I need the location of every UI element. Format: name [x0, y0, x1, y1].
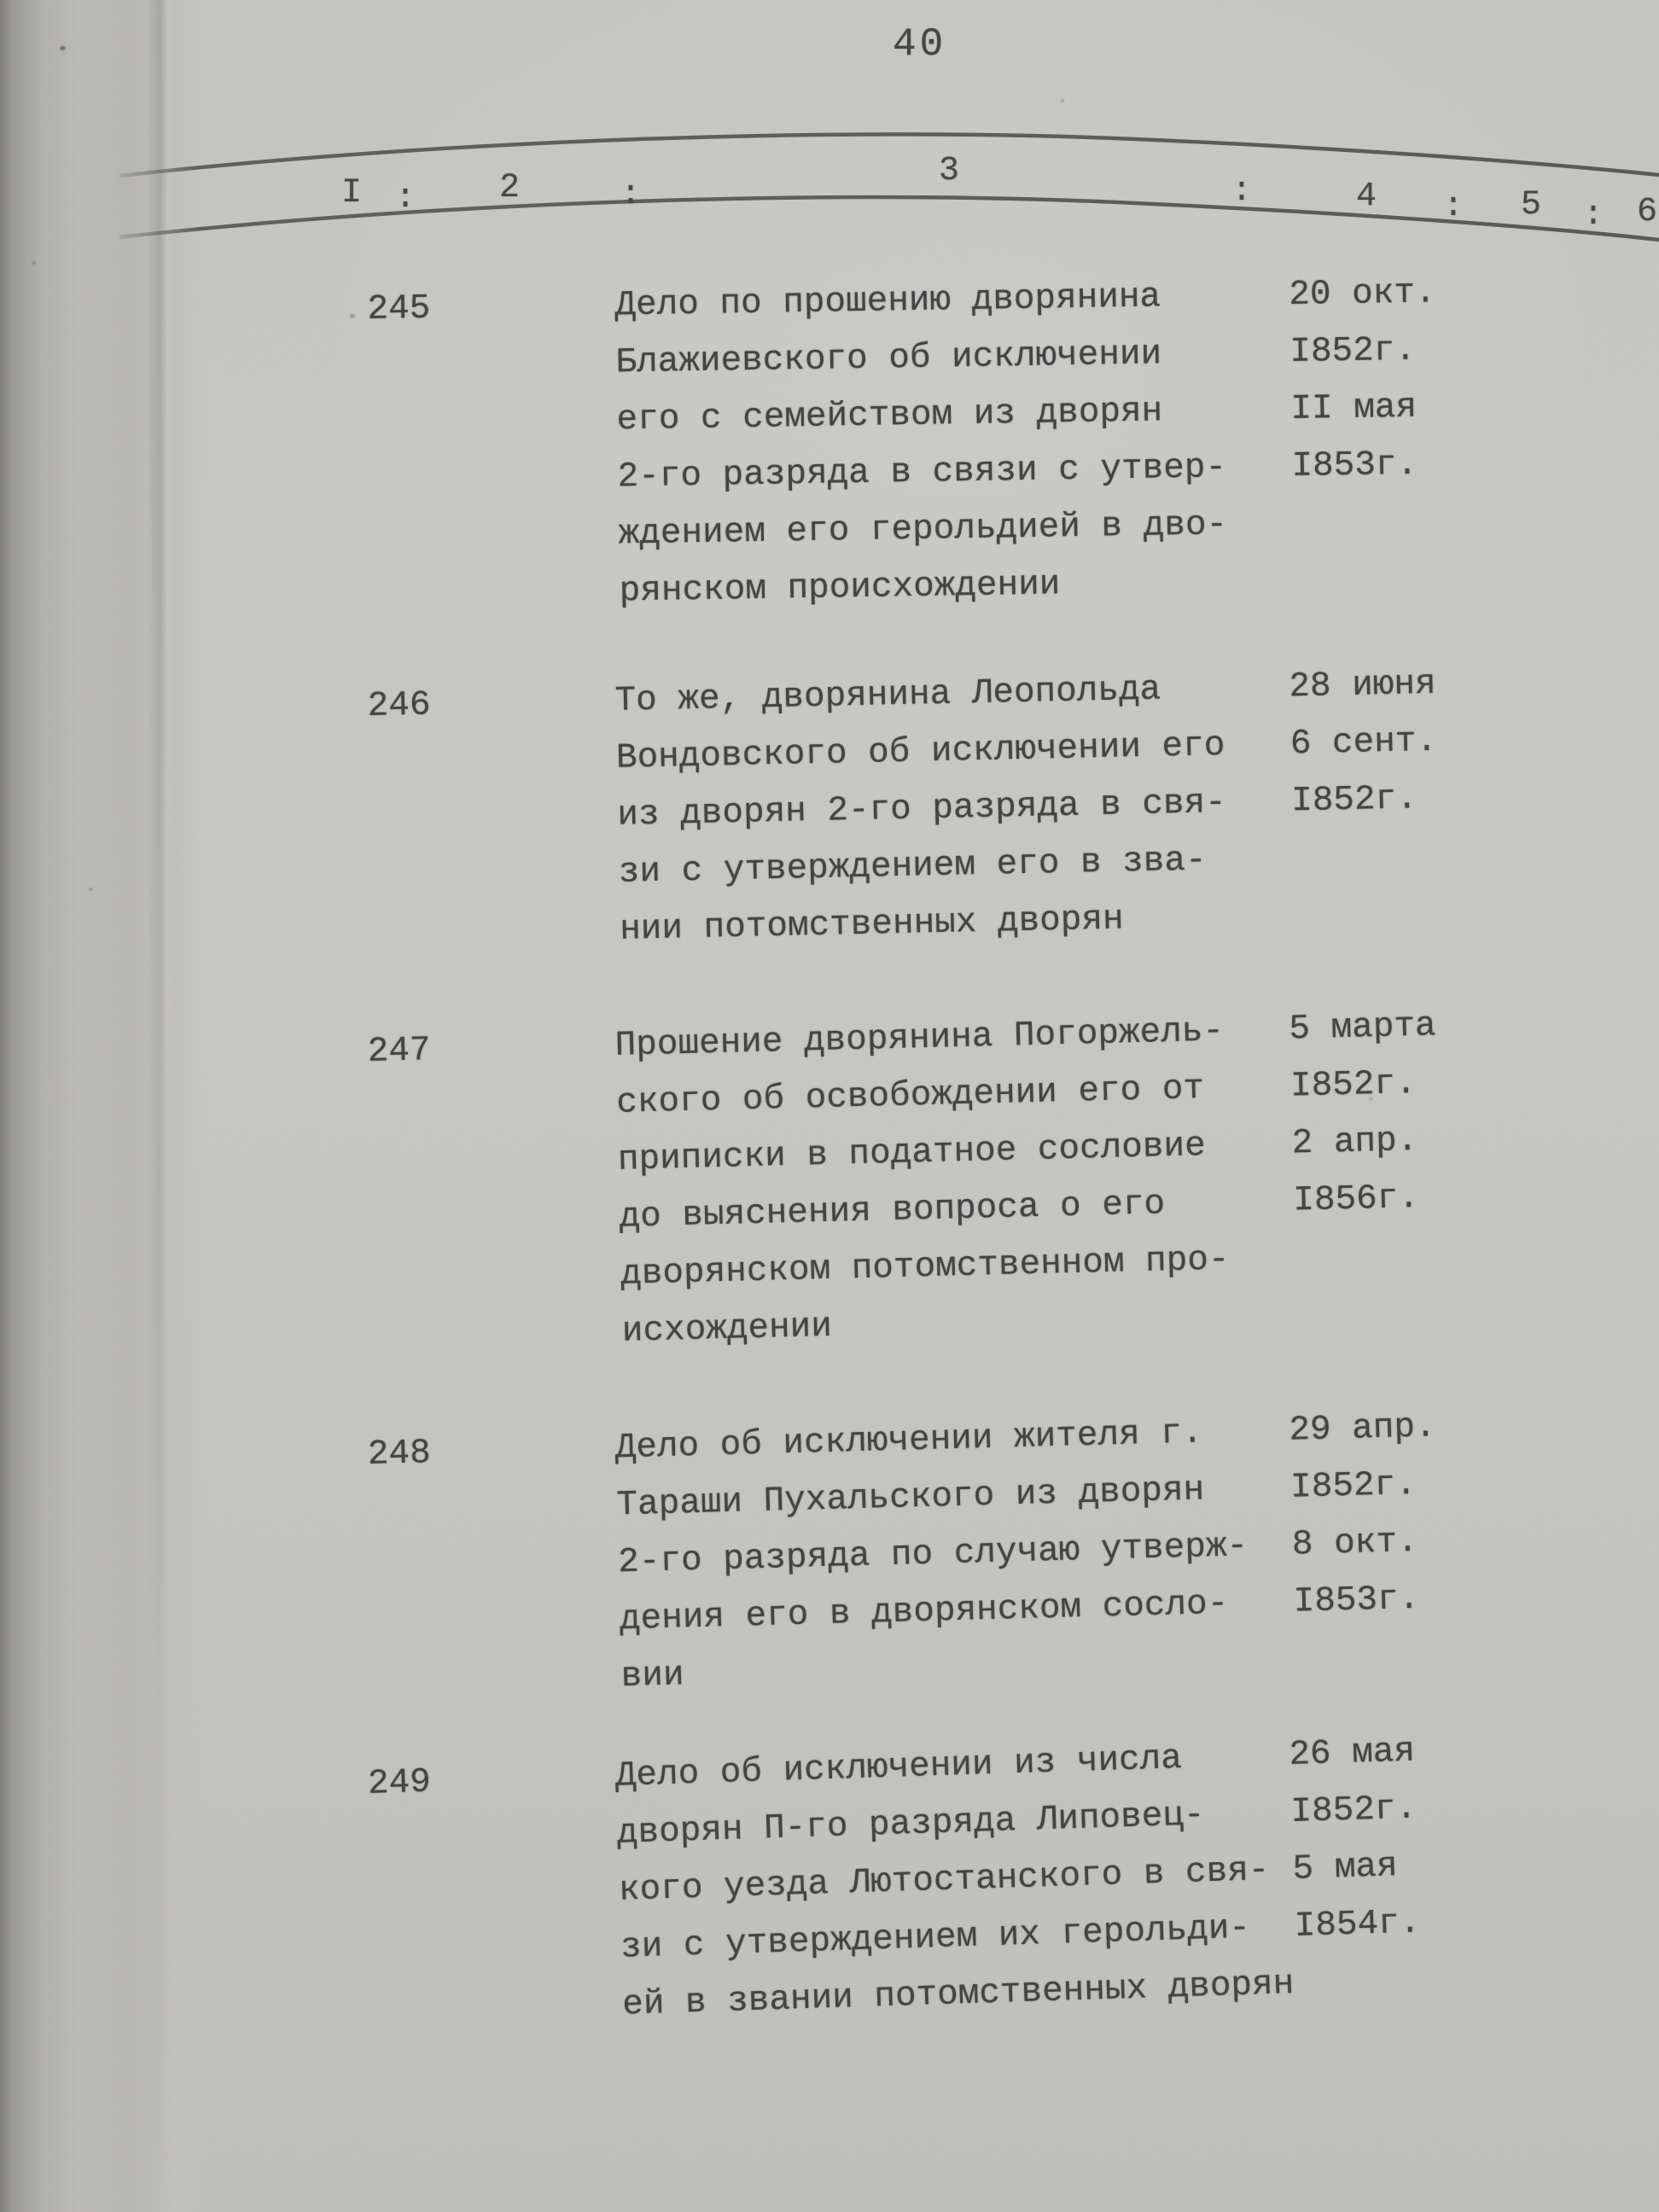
- column-header: :: [1583, 196, 1604, 235]
- entry-dates: 29 апр. I852г. 8 окт. I853г.: [1288, 1407, 1437, 1622]
- register-entry: [367, 1720, 1511, 2042]
- column-header: 6: [1637, 193, 1658, 231]
- entry-description: Дело по прошению дворянина Блажиевского об исключении его с семейством из дворян 2-го разряда в связи с утвер- ждением его герольдией в дво- рянском происхождении: [614, 277, 1228, 612]
- entry-description: То же, дворянина Леопольда Вондовского об исключении его из дворян 2-го разряда в свя- зи с утверждением его в зва- нии потомственных дворян: [614, 670, 1227, 950]
- column-header: 5: [1521, 186, 1542, 224]
- paper-speck: [32, 261, 36, 265]
- entry-number: 245: [367, 288, 431, 329]
- entry-dates: 26 мая I852г. 5 мая I854г.: [1288, 1732, 1422, 1947]
- column-header: :: [620, 176, 642, 214]
- paper-speck: [89, 888, 93, 891]
- register-entry: [367, 655, 1508, 964]
- column-header: I: [341, 174, 363, 212]
- header-rule-top: [119, 134, 1659, 176]
- column-header: 4: [1356, 178, 1377, 216]
- paper-speck: [60, 46, 66, 50]
- entry-number: 248: [367, 1434, 432, 1475]
- entry-number: 246: [367, 685, 431, 726]
- entry-dates: 5 марта I852г. 2 апр. I856г.: [1288, 1006, 1437, 1278]
- page-crease: [147, 0, 176, 2212]
- entry-dates: 20 окт. I852г. II мая I853г.: [1289, 273, 1436, 544]
- column-header: 3: [939, 152, 960, 190]
- entry-dates: 28 июня 6 сент. I852г.: [1288, 664, 1438, 879]
- page-number: 40: [893, 22, 947, 67]
- column-header: :: [395, 179, 416, 218]
- column-header: :: [1231, 172, 1253, 211]
- column-header: 2: [499, 169, 521, 207]
- register-entry: [367, 997, 1510, 1367]
- entry-description: Дело об исключении жителя г. Тараши Пухальского из дворян 2-го разряда по случаю утверж- дения его в дворянском сосло- вии: [614, 1413, 1249, 1697]
- column-header: :: [1443, 188, 1464, 226]
- entry-number: 247: [367, 1031, 432, 1072]
- table-header-rules: [0, 0, 1659, 290]
- entry-number: 249: [367, 1762, 432, 1804]
- entry-description: Дело об исключении из числа дворян П-го разряда Липовец- кого уезда Лютостанского в свя- зи с утверждением их герольди- ей в звании потомственных дворян: [614, 1739, 1295, 2025]
- paper-speck: [1061, 99, 1064, 102]
- paper-speck: [1369, 1097, 1373, 1101]
- register-entry: [367, 1397, 1509, 1713]
- entry-description: Прошение дворянина Погоржель- ского об освобождении его от приписки в податное сословие до выяснения вопроса о его дворянском потомственном про- исхождении: [614, 1011, 1231, 1352]
- paper-speck: [350, 314, 355, 318]
- register-entry: [367, 264, 1507, 625]
